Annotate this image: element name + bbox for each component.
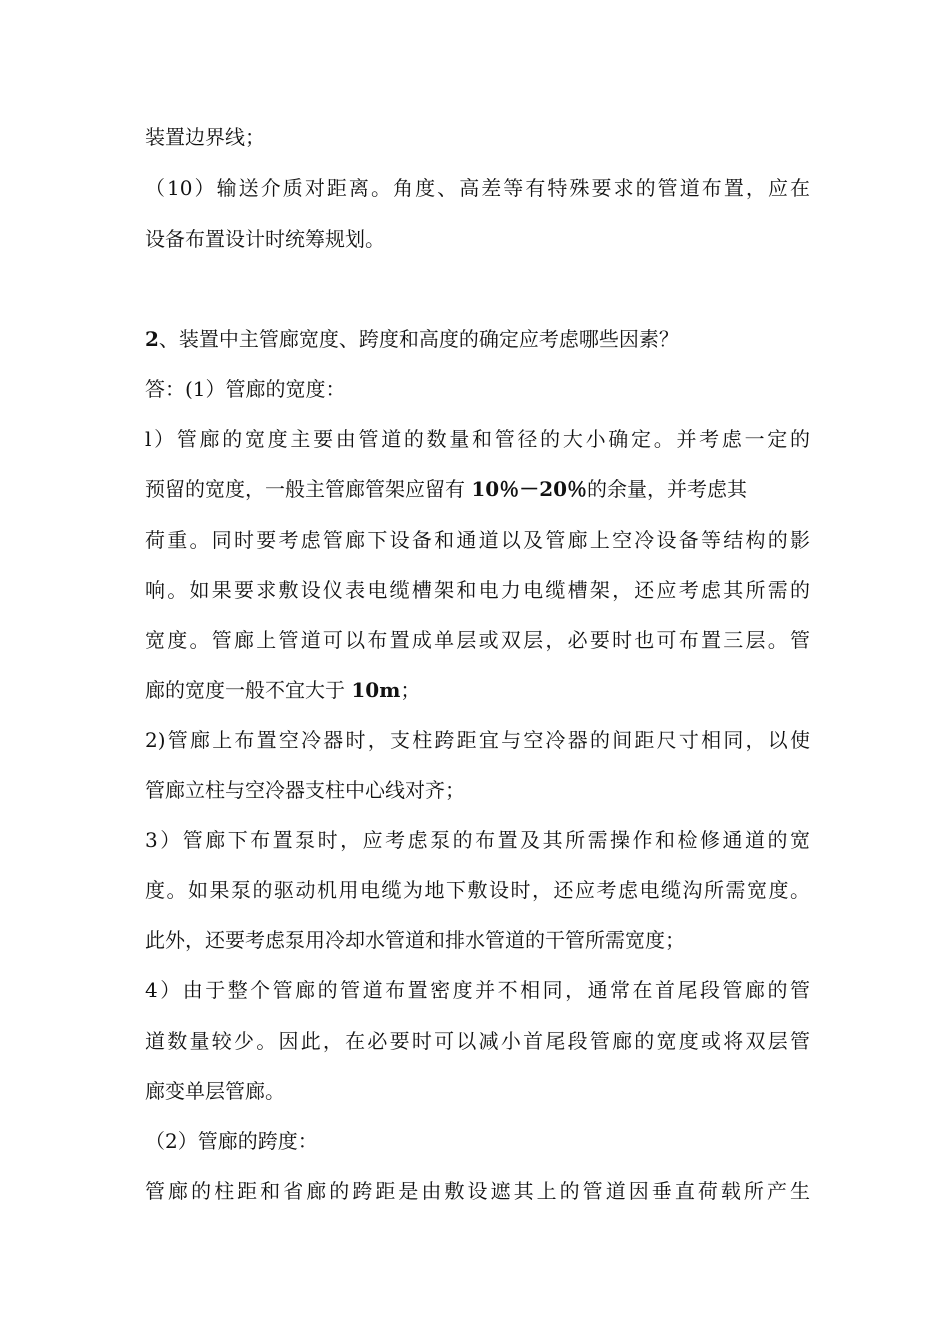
text-line: 此外，还要考虑泵用冷却水管道和排水管道的干管所需宽度； <box>145 928 685 952</box>
text-segment: 的余量，并考虑其 <box>587 477 748 501</box>
text-line: 道数量较少。因此，在必要时可以减小首尾段管廊的宽度或将双层管 <box>145 1029 810 1053</box>
text-line: 设备布置设计时统筹规划。 <box>145 227 385 251</box>
question-heading <box>145 326 810 352</box>
text-line: 宽度。管廊上管道可以布置成单层或双层，必要时也可布置三层。管 <box>145 628 810 652</box>
text-line: 管廊立柱与空冷器支柱中心线对齐； <box>145 778 465 802</box>
text-segment: 预留的宽度，一般主管廊管架应留有 <box>145 477 472 501</box>
section-heading: （2）管廊的跨度： <box>145 1129 318 1153</box>
bold-value: 10％－20％ <box>471 477 588 501</box>
text-segment: ； <box>400 678 421 702</box>
text-line: 装置边界线； <box>145 125 265 149</box>
text-line <box>145 476 810 502</box>
text-line: 廊变单层管廊。 <box>145 1079 285 1103</box>
text-line: 荷重。同时要考虑管廊下设备和通道以及管廊上空冷设备等结构的影 <box>145 528 810 552</box>
text-line <box>145 677 810 703</box>
text-line: 响。如果要求敷设仪表电缆槽架和电力电缆槽架，还应考虑其所需的 <box>145 578 810 602</box>
bold-value: 10m <box>351 678 401 702</box>
text-line: 度。如果泵的驱动机用电缆为地下敷设时，还应考虑电缆沟所需宽度。 <box>145 878 810 902</box>
text-line: 2)管廊上布置空冷器时，支柱跨距宜与空冷器的间距尺寸相同，以使 <box>145 728 810 752</box>
answer-heading: 答：(1）管廊的宽度： <box>145 377 346 401</box>
text-line: 3）管廊下布置泵时，应考虑泵的布置及其所需操作和检修通道的宽 <box>145 828 810 852</box>
text-line: 管廊的柱距和省廊的跨距是由敷设遮其上的管道因垂直荷载所产生 <box>145 1179 810 1203</box>
text-line: l）管廊的宽度主要由管道的数量和管径的大小确定。并考虑一定的 <box>145 427 810 451</box>
text-segment: 廊的宽度一般不宜大于 <box>145 678 352 702</box>
text-line: 4）由于整个管廊的管道布置密度并不相同，通常在首尾段管廊的管 <box>145 978 810 1002</box>
question-number: 2 <box>145 327 159 351</box>
text-line: （10）输送介质对距离。角度、高差等有特殊要求的管道布置，应在 <box>145 176 810 200</box>
question-text: 、装置中主管廊宽度、跨度和高度的确定应考虑哪些因素？ <box>158 327 679 351</box>
